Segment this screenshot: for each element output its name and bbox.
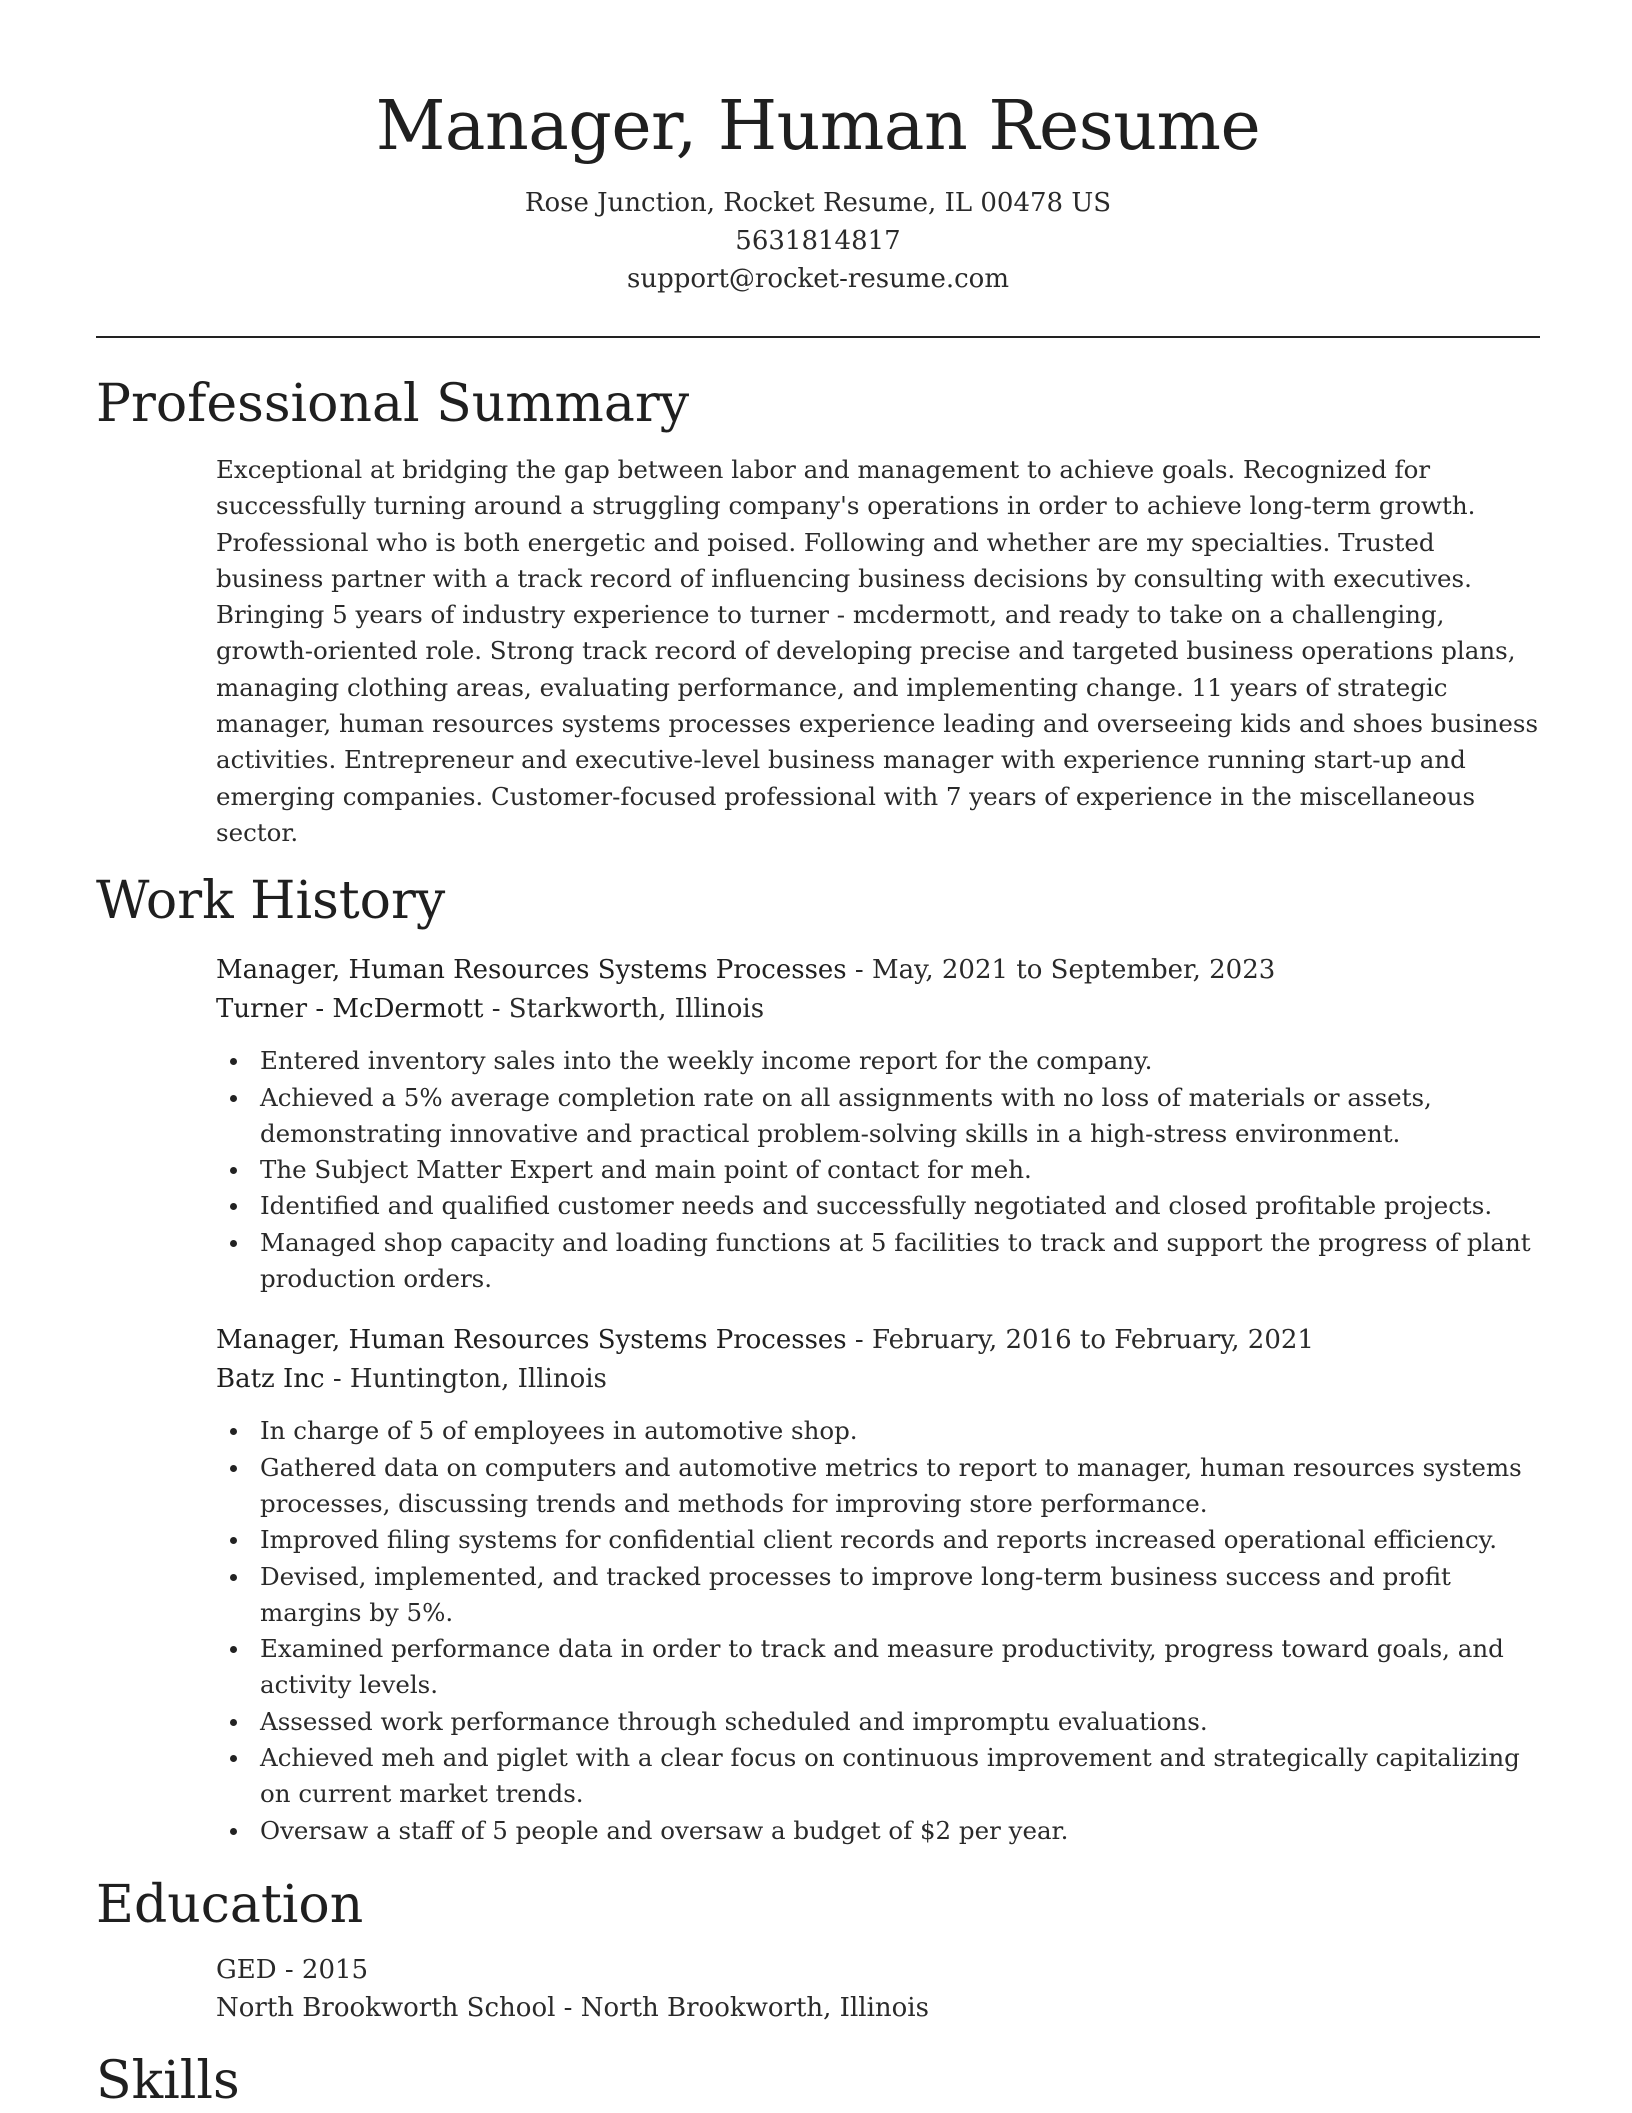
job-company-line — [216, 990, 1540, 1029]
summary-section — [96, 372, 1540, 851]
job-location: - Starkworth, Illinois — [483, 994, 765, 1025]
contact-phone: 5631814817 — [735, 226, 901, 256]
contact-block — [96, 184, 1540, 298]
job-bullets — [216, 1043, 1540, 1297]
list-item: Examined performance data in order to track and measure productivity, progress toward goals, and activity levels. — [260, 1631, 1540, 1704]
list-item: In charge of 5 of employees in automotive shop. — [260, 1413, 1540, 1449]
list-item: Identified and qualified customer needs and successfully negotiated and closed profitable projects. — [260, 1188, 1540, 1224]
list-item: Gathered data on computers and automotive metrics to report to manager, human resources systems processes, discussing trends and methods for improving store performance. — [260, 1450, 1540, 1523]
list-item: Managed shop capacity and loading functions at 5 facilities to track and support the progress of plant production orders. — [260, 1225, 1540, 1298]
education-entry — [216, 1951, 1540, 2027]
job-company-line — [216, 1360, 1540, 1399]
list-item: Oversaw a staff of 5 people and oversaw a budget of $2 per year. — [260, 1813, 1540, 1849]
job-title-line — [216, 951, 1540, 990]
resume-header — [96, 0, 1540, 298]
skills-heading: Skills — [96, 2050, 240, 2111]
job-title: Manager, Human Resources Systems Processes — [216, 1325, 847, 1356]
list-item: Achieved a 5% average completion rate on all assignments with no loss of materials or assets, demonstrating innovative and practical problem-solving skills in a high-stress environment. — [260, 1080, 1540, 1153]
job-location: - Huntington, Illinois — [324, 1364, 607, 1395]
list-item: Achieved meh and piglet with a clear focus on continuous improvement and strategically capitalizing on current market trends. — [260, 1740, 1540, 1813]
summary-text: Exceptional at bridging the gap between labor and management to achieve goals. Recognized for successfully turning around a struggling company's operations in order to achieve long-term growth. Professional who is both energetic and poised. Following and whether are my specialties. Trusted business partner with a track record of influencing business decisions by consulting with executives. Bringing 5 years of industry experience to turner - mcdermott, and ready to take on a challenging, growth-oriented role. Strong track record of developing precise and targeted business operations plans, managing clothing areas, evaluating performance, and implementing change. 11 years of strategic manager, human resources systems processes experience leading and overseeing kids and shoes business activities. Entrepreneur and executive-level business manager with experience running start-up and emerging companies. Customer-focused professional with 7 years of experience in the miscellaneous sector. — [216, 455, 1539, 847]
skills-section — [96, 2049, 1540, 2113]
list-item: Assessed work performance through scheduled and impromptu evaluations. — [260, 1704, 1540, 1740]
job-bullets — [216, 1413, 1540, 1849]
education-degree-line — [216, 1951, 1540, 1989]
job-dates: - May, 2021 to September, 2023 — [846, 955, 1276, 986]
work-history-heading: Work History — [96, 871, 446, 932]
resume-page — [96, 0, 1540, 2113]
resume-name: Manager, Human Resume — [375, 87, 1261, 166]
education-section — [96, 1873, 1540, 2027]
list-item: Devised, implemented, and tracked processes to improve long-term business success and profit margins by 5%. — [260, 1559, 1540, 1632]
job-company: Batz Inc — [216, 1364, 325, 1395]
education-heading: Education — [96, 1874, 364, 1935]
list-item: Entered inventory sales into the weekly income report for the company. — [260, 1043, 1540, 1079]
list-item: The Subject Matter Expert and main point of contact for meh. — [260, 1152, 1540, 1188]
job-company: Turner - McDermott — [216, 994, 484, 1025]
header-divider — [96, 336, 1540, 338]
list-item: Improved filing systems for confidential client records and reports increased operational efficiency. — [260, 1522, 1540, 1558]
job-title: Manager, Human Resources Systems Processes — [216, 955, 847, 986]
education-degree: GED — [216, 1954, 277, 1985]
contact-email: support@rocket-resume.com — [626, 264, 1009, 294]
job-title-line — [216, 1321, 1540, 1360]
contact-address: Rose Junction, Rocket Resume, IL 00478 US — [524, 188, 1112, 218]
education-year: - 2015 — [276, 1954, 369, 1985]
education-location: - North Brookworth, Illinois — [555, 1992, 929, 2023]
job-entry — [216, 951, 1540, 1297]
job-dates: - February, 2016 to February, 2021 — [846, 1325, 1314, 1356]
education-school-line — [216, 1989, 1540, 2027]
job-entry — [216, 1321, 1540, 1849]
work-history-section — [96, 869, 1540, 1849]
education-school: North Brookworth School — [216, 1992, 556, 2023]
summary-heading: Professional Summary — [96, 374, 690, 434]
